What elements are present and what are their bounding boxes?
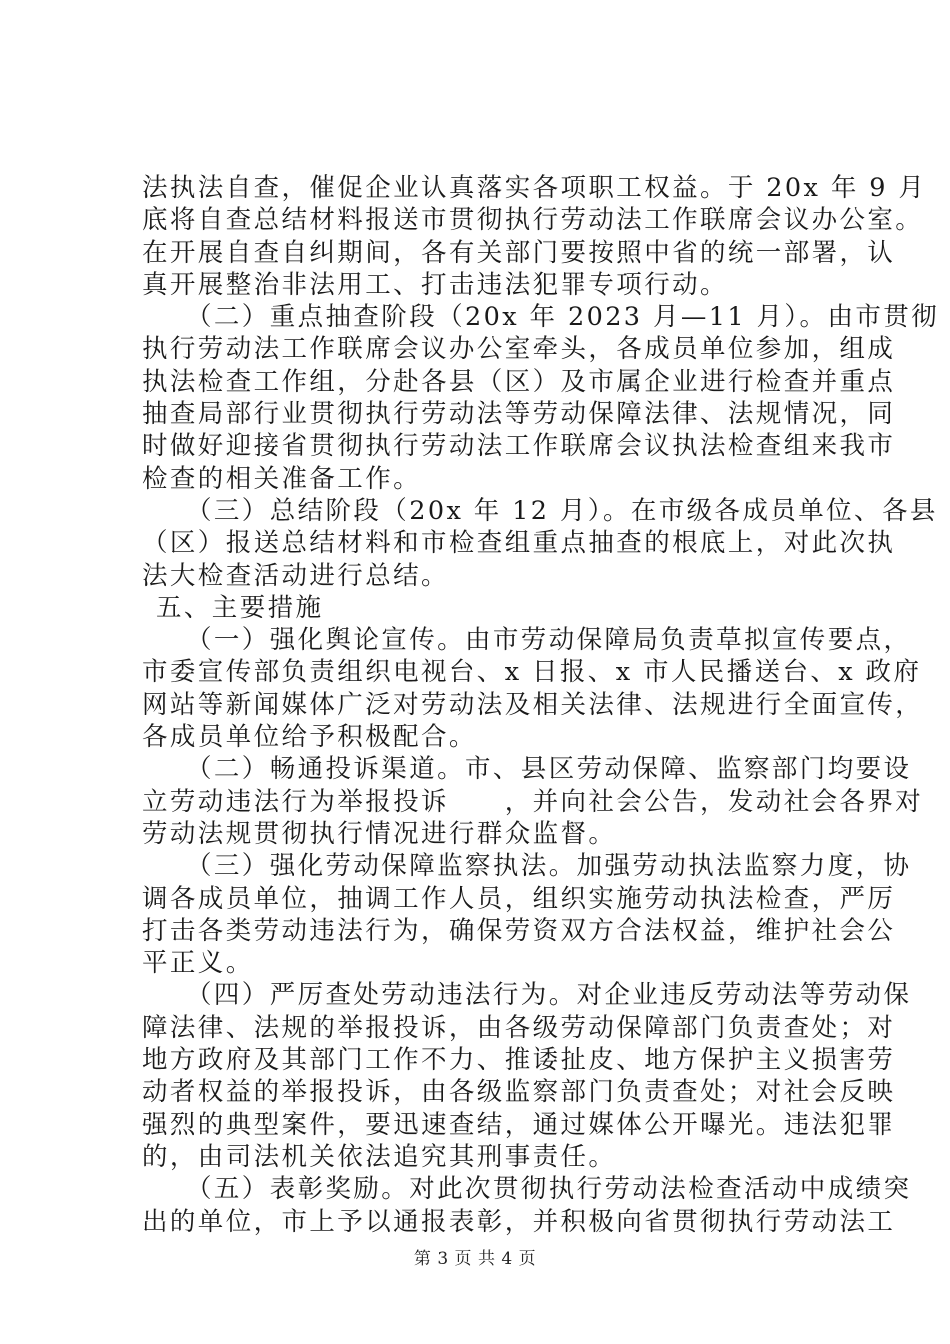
- text-line: 打击各类劳动违法行为，确保劳资双方合法权益，维护社会公: [142, 915, 896, 946]
- text-line: 真开展整治非法用工、打击违法犯罪专项行动。: [142, 269, 728, 300]
- text-line: 出的单位，市上予以通报表彰，并积极向省贯彻执行劳动法工: [142, 1206, 896, 1237]
- text-line: 时做好迎接省贯彻执行劳动法工作联席会议执法检查组来我市: [142, 431, 896, 462]
- text-line: 网站等新闻媒体广泛对劳动法及相关法律、法规进行全面宣传，: [142, 689, 924, 720]
- text-line: 底将自查总结材料报送市贯彻执行劳动法工作联席会议办公室。: [142, 205, 924, 236]
- text-line: 强烈的典型案件，要迅速查结，通过媒体公开曝光。违法犯罪: [142, 1109, 896, 1140]
- text-line: 在开展自查自纠期间，各有关部门要按照中省的统一部署，认: [142, 237, 896, 268]
- text-line: 障法律、法规的举报投诉，由各级劳动保障部门负责查处；对: [142, 1012, 896, 1043]
- text-line: 劳动法规贯彻执行情况进行群众监督。: [142, 818, 617, 849]
- text-line: （三）强化劳动保障监察执法。加强劳动执法监察力度，协: [186, 851, 912, 882]
- text-line: （区）报送总结材料和市检查组重点抽查的根底上，对此次执: [142, 528, 896, 559]
- text-line: 平正义。: [142, 948, 254, 979]
- text-line: （五）表彰奖励。对此次贯彻执行劳动法检查活动中成绩突: [186, 1174, 912, 1205]
- text-line: 法大检查活动进行总结。: [142, 560, 449, 591]
- section-heading: 五、主要措施: [156, 592, 324, 623]
- text-line: （二）畅通投诉渠道。市、县区劳动保障、监察部门均要设: [186, 754, 912, 785]
- text-line: 市委宣传部负责组织电视台、x 日报、x 市人民播送台、x 政府: [142, 657, 922, 688]
- text-line: （三）总结阶段（20x 年 12 月）。在市级各成员单位、各县: [186, 495, 938, 526]
- text-line: 法执法自查，催促企业认真落实各项职工权益。于 20x 年 9 月: [142, 173, 927, 203]
- text-line: 抽查局部行业贯彻执行劳动法等劳动保障法律、法规情况，同: [142, 399, 896, 430]
- text-line: （二）重点抽查阶段（20x 年 2023 月—11 月）。由市贯彻: [186, 302, 940, 333]
- text-line: 执法检查工作组，分赴各县（区）及市属企业进行检查并重点: [142, 366, 896, 397]
- page-number: 第 3 页 共 4 页: [413, 1249, 537, 1269]
- text-line: 执行劳动法工作联席会议办公室牵头，各成员单位参加，组成: [142, 334, 896, 365]
- text-line: 的，由司法机关依法追究其刑事责任。: [142, 1141, 617, 1172]
- text-line: （四）严厉查处劳动违法行为。对企业违反劳动法等劳动保: [186, 980, 912, 1011]
- text-line: 立劳动违法行为举报投诉 ，并向社会公告，发动社会各界对: [142, 786, 924, 817]
- text-line: 各成员单位给予积极配合。: [142, 722, 477, 753]
- document-body: [142, 172, 940, 1238]
- text-line: 动者权益的举报投诉，由各级监察部门负责查处；对社会反映: [142, 1077, 896, 1108]
- text-line: （一）强化舆论宣传。由市劳动保障局负责草拟宣传要点，: [186, 625, 912, 656]
- text-line: 检查的相关准备工作。: [142, 463, 422, 494]
- text-line: 地方政府及其部门工作不力、推诿扯皮、地方保护主义损害劳: [142, 1045, 896, 1076]
- text-line: 调各成员单位，抽调工作人员，组织实施劳动执法检查，严厉: [142, 883, 896, 914]
